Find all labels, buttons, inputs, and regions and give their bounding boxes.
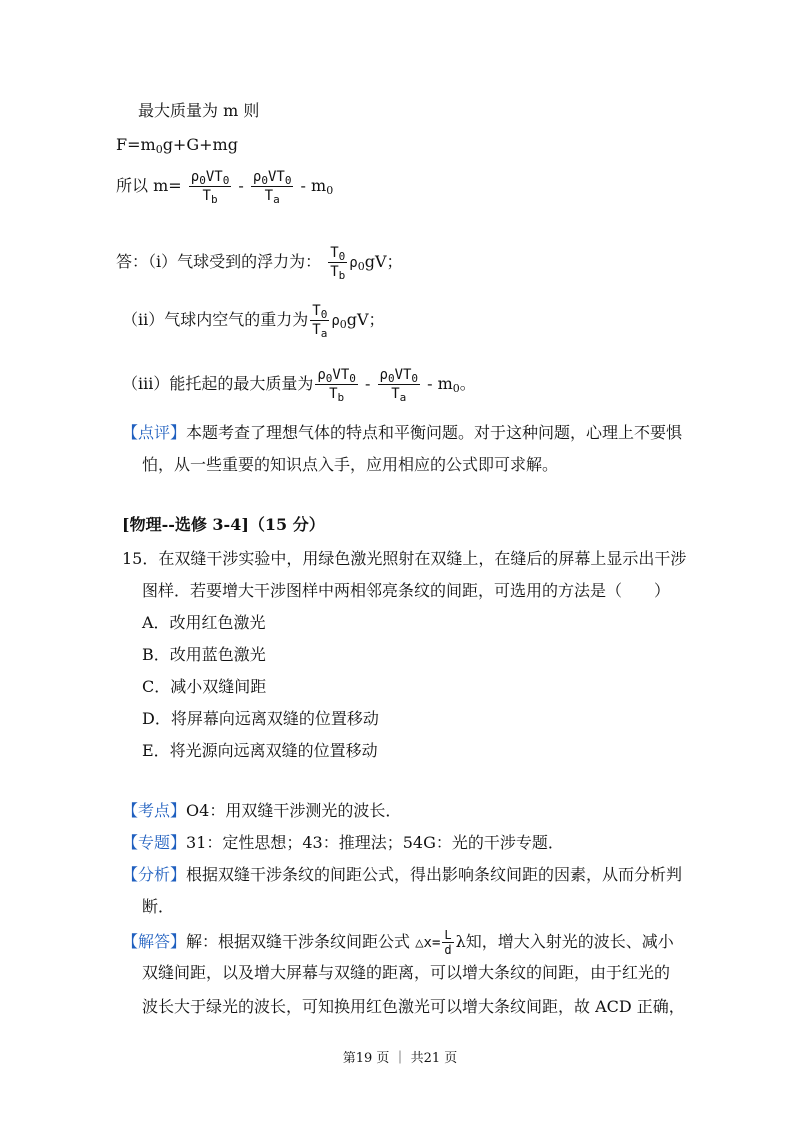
sub: a xyxy=(320,327,328,340)
page-footer: 第19 页 ｜ 共21 页 xyxy=(342,1051,458,1066)
sub: 0 xyxy=(349,372,356,385)
zhuanti-line xyxy=(122,832,564,854)
rho: ρ xyxy=(317,367,326,383)
answer-i-label: 答：（i）气球受到的浮力为： xyxy=(116,252,322,271)
lambda: λ xyxy=(455,932,466,951)
sub: 0 xyxy=(338,250,346,263)
rho: ρ xyxy=(379,367,388,383)
vt: VT xyxy=(205,169,223,185)
max-mass-line xyxy=(138,100,259,122)
sub: 0 xyxy=(339,318,347,331)
fenxi-line-1 xyxy=(122,864,682,886)
jieda-line-3: 波长大于绿光的波长，可知换用红色激光可以增大条纹间距，故 ACD 正确， xyxy=(142,997,685,1016)
rho: ρ xyxy=(349,255,358,271)
jieda-text: 知，增大入射光的波长、减小 xyxy=(465,932,674,951)
gv: gV； xyxy=(364,252,403,271)
fraction-rho-vt-over-ta xyxy=(251,168,294,205)
rho: ρ xyxy=(252,169,262,185)
question-15-line-1: 15．在双缝干涉实验中，用绿色激光照射在双缝上，在缝后的屏幕上显示出干涉 xyxy=(122,549,687,568)
jieda-text: 解：根据双缝干涉条纹间距公式 xyxy=(186,932,411,951)
option-c: C．减小双缝间距 xyxy=(142,677,267,696)
sub: b xyxy=(338,269,346,282)
answer-iii xyxy=(122,366,476,403)
sub: 0 xyxy=(284,174,292,187)
gv: gV； xyxy=(346,310,385,329)
max-mass-text: 最大质量为 m 则 xyxy=(138,101,260,120)
t: T xyxy=(391,386,400,402)
t: T xyxy=(330,264,339,280)
fraction-t0-over-tb xyxy=(328,244,347,281)
vt: VT xyxy=(394,367,412,383)
sub: 0 xyxy=(387,372,395,385)
eq-f: F=m xyxy=(116,135,156,154)
t: T xyxy=(312,303,321,319)
option-e: E．将光源向远离双缝的位置移动 xyxy=(142,741,378,760)
jieda-line-2: 双缝间距，以及增大屏幕与双缝的距离，可以增大条纹的间距，由于红光的 xyxy=(142,963,671,982)
sub: 0 xyxy=(357,260,365,273)
sub: 0 xyxy=(261,174,268,187)
comment-text: 怕，从一些重要的知识点入手，应用相应的公式即可求解。 xyxy=(142,455,559,474)
option-d: D．将屏幕向远离双缝的位置移动 xyxy=(142,709,379,728)
fenxi-text: 根据双缝干涉条纹的间距公式，得出影响条纹间距的因素，从而分析判 xyxy=(186,865,683,884)
m-term: - m xyxy=(422,374,453,393)
sub: 0 xyxy=(320,308,328,321)
period: 。 xyxy=(459,374,476,393)
rho: ρ xyxy=(331,313,340,329)
kaodian-line xyxy=(122,800,401,822)
sub: 0 xyxy=(326,184,334,197)
comment-line-2 xyxy=(142,454,558,476)
answer-iii-label: （iii）能托起的最大质量为 xyxy=(122,374,314,393)
minus: - xyxy=(365,374,371,393)
formula-lhs: △x= xyxy=(415,935,441,951)
answer-i xyxy=(116,244,403,281)
m-term: - m xyxy=(300,176,327,195)
t: T xyxy=(202,188,211,204)
jieda-tag: 【解答】 xyxy=(122,932,187,951)
answer-ii-label: （ii）气球内空气的重力为 xyxy=(122,310,309,329)
sub: a xyxy=(273,193,280,206)
fraction-rho-vt-over-tb xyxy=(315,366,358,403)
fraction-t0-over-ta xyxy=(310,302,329,339)
fraction-rho-vt-over-ta xyxy=(378,366,421,403)
fenxi-tag: 【分析】 xyxy=(122,865,187,884)
section-title: [物理--选修 3-4]（15 分） xyxy=(122,515,325,534)
eq-rest: g+G+mg xyxy=(162,135,238,154)
comment-tag: 【点评】 xyxy=(122,423,187,442)
l: L xyxy=(444,928,452,942)
eq-sub: 0 xyxy=(155,143,163,156)
sub: b xyxy=(210,193,218,206)
zhuanti-text: 31：定性思想；43：推理法；54G：光的干涉专题． xyxy=(186,833,564,852)
fraction-l-over-d xyxy=(442,928,453,957)
kaodian-text: O4：用双缝干涉测光的波长． xyxy=(186,801,402,820)
sub: 0 xyxy=(199,174,206,187)
sub: 0 xyxy=(222,174,230,187)
t: T xyxy=(312,322,321,338)
t: T xyxy=(330,245,339,261)
t: T xyxy=(329,386,338,402)
force-equation xyxy=(116,134,238,156)
vt: VT xyxy=(267,169,285,185)
sub: 0 xyxy=(452,382,460,395)
sub: 0 xyxy=(411,372,419,385)
vt: VT xyxy=(332,367,350,383)
comment-line-1 xyxy=(122,422,682,444)
question-15-line-2: 图样．若要增大干涉图样中两相邻亮条纹的间距，可选用的方法是（ ） xyxy=(142,581,671,600)
sub: a xyxy=(399,391,407,404)
answer-ii xyxy=(122,302,385,339)
option-b: B．改用蓝色激光 xyxy=(142,645,266,664)
sub: 0 xyxy=(325,372,333,385)
mass-formula-prefix: 所以 m= xyxy=(116,176,182,195)
fenxi-line-2: 断． xyxy=(142,897,175,916)
mass-formula xyxy=(116,168,333,205)
minus: - xyxy=(238,176,244,195)
fraction-rho-vt-over-tb xyxy=(189,168,232,205)
kaodian-tag: 【考点】 xyxy=(122,801,187,820)
comment-text: 本题考查了理想气体的特点和平衡问题。对于这种问题，心理上不要惧 xyxy=(186,423,683,442)
sub: b xyxy=(337,391,345,404)
d: d xyxy=(444,943,452,957)
rho: ρ xyxy=(190,169,200,185)
zhuanti-tag: 【专题】 xyxy=(122,833,187,852)
jieda-line-1 xyxy=(122,928,674,957)
option-a: A．改用红色激光 xyxy=(142,613,266,632)
t: T xyxy=(264,188,274,204)
